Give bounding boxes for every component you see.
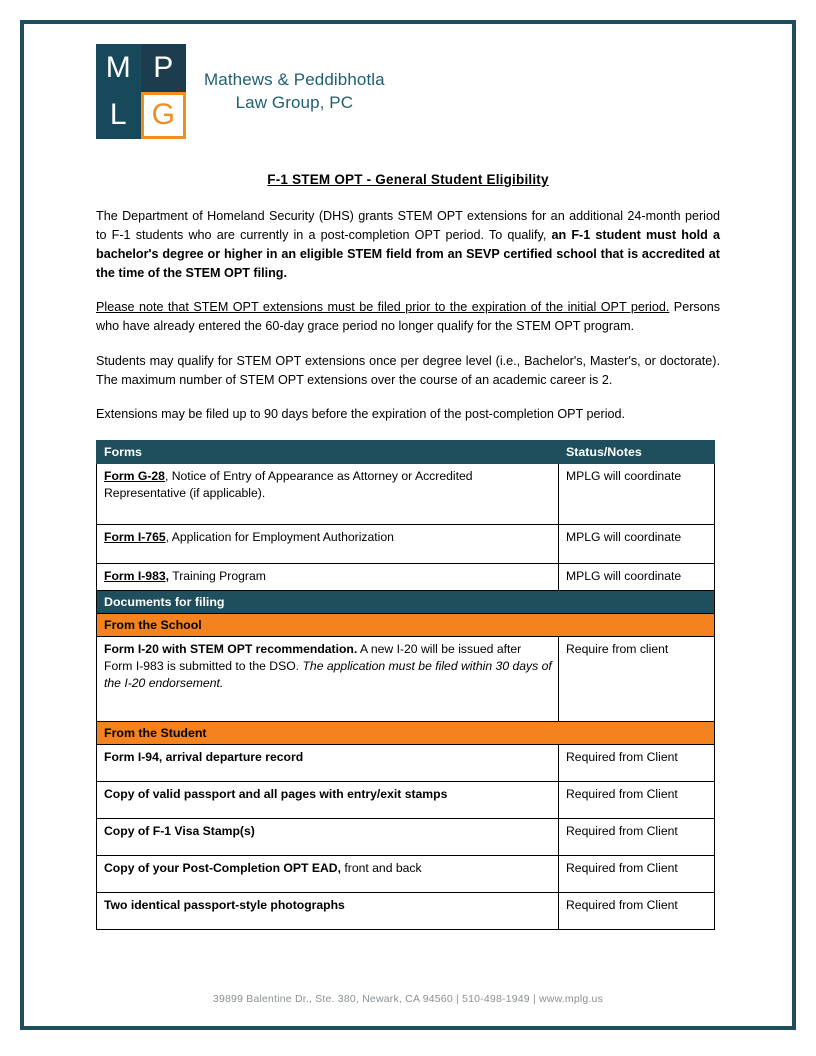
table-section-documents-for-filing bbox=[97, 591, 715, 614]
logo-letter-m: M bbox=[96, 44, 141, 92]
paragraph-filing-note-rest: Persons who have already entered the 60-day grace period no longer qualify for the STEM OPT program. bbox=[96, 300, 720, 333]
logo-mark-icon bbox=[96, 44, 186, 139]
logo-letter-p: P bbox=[141, 44, 186, 92]
table-row bbox=[97, 525, 715, 564]
form-description: Training Program bbox=[169, 569, 266, 583]
table-row bbox=[97, 745, 715, 782]
table-cell-status: Required from Client bbox=[559, 856, 715, 893]
table-cell-form bbox=[97, 564, 559, 591]
table-cell-status: Required from Client bbox=[559, 745, 715, 782]
table-cell-status: MPLG will coordinate bbox=[559, 464, 715, 525]
form-description: , Application for Employment Authorization bbox=[165, 530, 394, 544]
logo-letter-g: G bbox=[141, 92, 186, 140]
table-cell-status: Require from client bbox=[559, 637, 715, 722]
table-row bbox=[97, 464, 715, 525]
table-cell-form bbox=[97, 745, 559, 782]
table-header-forms: Forms bbox=[97, 441, 559, 464]
table-row bbox=[97, 564, 715, 591]
paragraph-filing-window: Extensions may be filed up to 90 days before the expiration of the post-completion OPT period. bbox=[96, 407, 626, 421]
paragraph-overview-emphasis: an F-1 student must hold a bachelor's degree or higher in an eligible STEM field from an SEVP certified school that is accredited at the time of the STEM OPT filing. bbox=[96, 228, 720, 280]
table-cell-form bbox=[97, 856, 559, 893]
form-name: Form I-94, arrival departure record bbox=[104, 750, 304, 764]
footer-contact-info: 39899 Balentine Dr., Ste. 380, Newark, CA 94560 | 510-498-1949 | www.mplg.us bbox=[212, 993, 604, 1005]
form-name: Form I-765 bbox=[104, 530, 166, 544]
form-name: Two identical passport-style photographs bbox=[104, 898, 345, 912]
company-name-line1: Mathews & Peddibhotla bbox=[204, 69, 385, 89]
table-cell-status: MPLG will coordinate bbox=[559, 525, 715, 564]
table-section-from-the-school bbox=[97, 614, 715, 637]
table-row bbox=[97, 893, 715, 930]
table-cell-form bbox=[97, 637, 559, 722]
table-cell-form bbox=[97, 464, 559, 525]
table-section-label: Documents for filing bbox=[97, 591, 715, 614]
table-section-from-the-student bbox=[97, 722, 715, 745]
logo-letter-l: L bbox=[96, 92, 141, 140]
paragraph-overview-text: The Department of Homeland Security (DHS) grants STEM OPT extensions for an additional 24-month period to F-1 students who are currently in a post-completion OPT period. To qualify, bbox=[96, 209, 720, 242]
table-section-label: From the School bbox=[97, 614, 715, 637]
form-description: A new I-20 will be issued after Form I-983 is submitted to the DSO. bbox=[104, 642, 522, 673]
table-cell-status: Required from Client bbox=[559, 782, 715, 819]
paragraph-overview bbox=[96, 207, 720, 283]
table-cell-status: Required from Client bbox=[559, 893, 715, 930]
form-description: , Notice of Entry of Appearance as Attorney or Accredited Representative (if applicable). bbox=[104, 469, 473, 500]
company-name bbox=[204, 69, 385, 115]
table-header-status: Status/Notes bbox=[559, 441, 715, 464]
form-name: Form I-20 with STEM OPT recommendation. bbox=[104, 642, 358, 656]
form-name: Copy of your Post-Completion OPT EAD, bbox=[104, 861, 341, 875]
form-name: Form I-983, bbox=[104, 569, 170, 583]
paragraph-filing-note bbox=[96, 298, 720, 336]
form-name: Copy of valid passport and all pages with entry/exit stamps bbox=[104, 787, 448, 801]
form-description: front and back bbox=[340, 861, 422, 875]
company-logo bbox=[96, 44, 385, 139]
table-row bbox=[97, 637, 715, 722]
table-cell-form bbox=[97, 782, 559, 819]
table-cell-form bbox=[97, 819, 559, 856]
forms-table bbox=[96, 440, 715, 930]
table-section-label: From the Student bbox=[97, 722, 715, 745]
paragraph-filing-note-underlined: Please note that STEM OPT extensions must be filed prior to the expiration of the initial OPT period. bbox=[96, 300, 670, 314]
table-cell-form bbox=[97, 893, 559, 930]
table-cell-form bbox=[97, 525, 559, 564]
form-name: Copy of F-1 Visa Stamp(s) bbox=[104, 824, 255, 838]
company-name-line2: Law Group, PC bbox=[235, 92, 354, 112]
paragraph-degree-levels: Students may qualify for STEM OPT extensions once per degree level (i.e., Bachelor's, Master's, or doctorate). The maximum number of STEM OPT extensions over the course of an academic career is 2. bbox=[96, 354, 720, 387]
table-row bbox=[97, 819, 715, 856]
form-name: Form G-28 bbox=[104, 469, 165, 483]
table-row bbox=[97, 856, 715, 893]
page-title: F-1 STEM OPT - General Student Eligibility bbox=[267, 172, 549, 187]
table-row bbox=[97, 782, 715, 819]
table-header-row bbox=[97, 441, 715, 464]
table-cell-status: Required from Client bbox=[559, 819, 715, 856]
table-cell-status: MPLG will coordinate bbox=[559, 564, 715, 591]
form-description-italic: The application must be filed within 30 days of the I-20 endorsement. bbox=[104, 659, 552, 690]
